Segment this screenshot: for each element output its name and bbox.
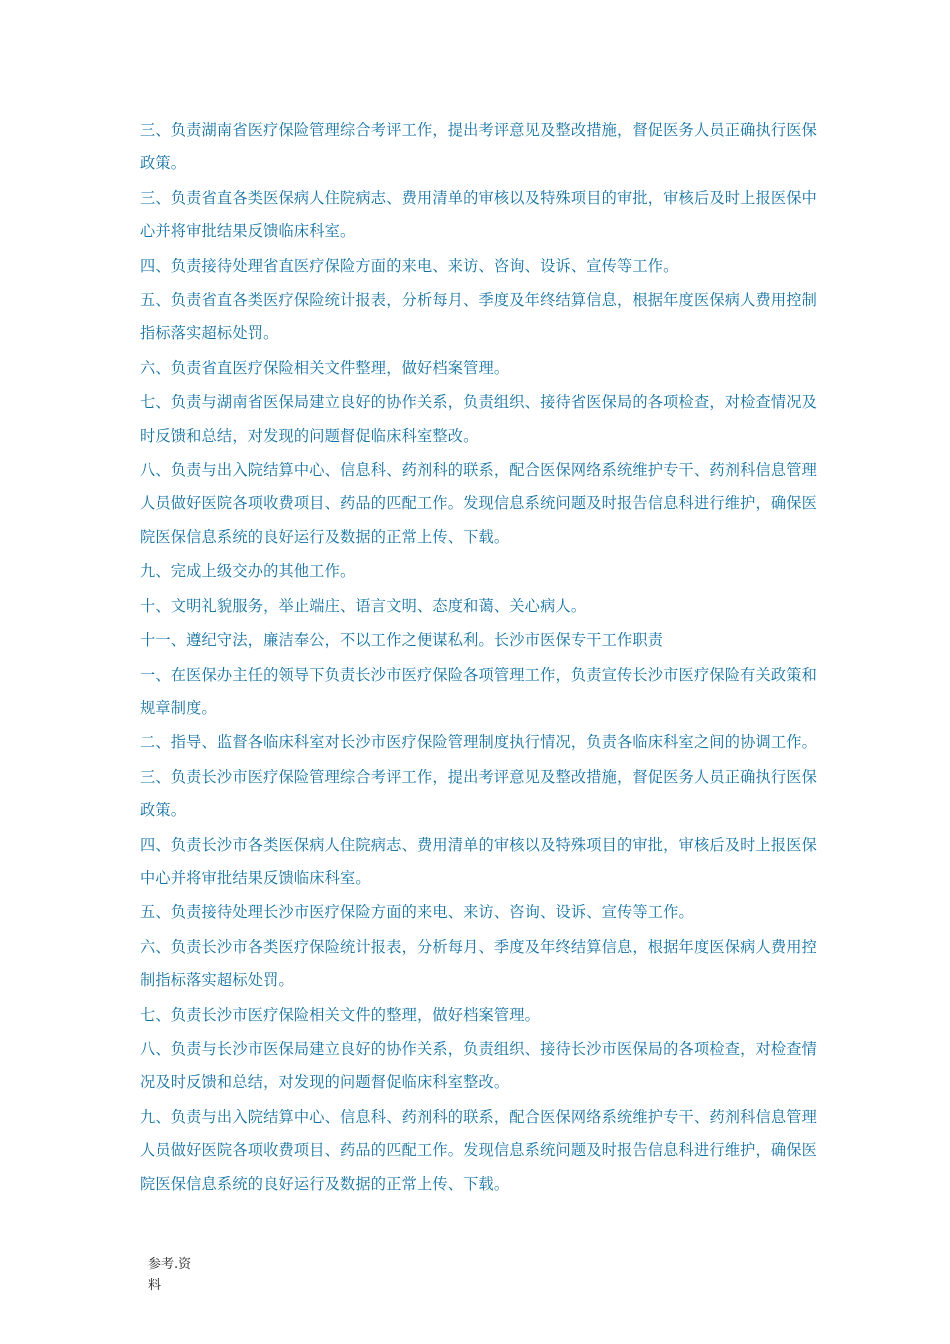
paragraph-9: 十、文明礼貌服务，举止端庄、语言文明、态度和蔼、关心病人。 (140, 596, 587, 615)
paragraph-15: 五、负责接待处理长沙市医疗保险方面的来电、来访、咨询、设诉、宣传等工作。 (140, 903, 694, 922)
paragraph-12: 二、指导、监督各临床科室对长沙市医疗保险管理制度执行情况，负责各临床科室之间的协调工作。 (140, 733, 818, 752)
paragraph-4: 五、负责省直各类医疗保险统计报表，分析每月、季度及年终结算信息，根据年度医保病人费用控制指标落实超标处罚。 (140, 291, 818, 343)
paragraph-16: 六、负责长沙市各类医疗保险统计报表，分析每月、季度及年终结算信息，根据年度医保病人费用控制指标落实超标处罚。 (140, 937, 818, 990)
paragraph-18: 八、负责与长沙市医保局建立良好的协作关系，负责组织、接待长沙市医保局的各项检查，对检查情况及时反馈和总结，对发现的问题督促临床科室整改。 (140, 1039, 818, 1092)
paragraph-2: 三、负责省直各类医保病人住院病志、费用清单的审核以及特殊项目的审批，审核后及时上报医保中心并将审批结果反馈临床科室。 (140, 188, 818, 241)
paragraph-13: 三、负责长沙市医疗保险管理综合考评工作，提出考评意见及整改措施，督促医务人员正确执行医保政策。 (140, 767, 818, 820)
paragraph-14: 四、负责长沙市各类医保病人住院病志、费用清单的审核以及特殊项目的审批，审核后及时上报医保中心并将审批结果反馈临床科室。 (140, 835, 818, 887)
page-footer (148, 1254, 228, 1296)
paragraph-6: 七、负责与湖南省医保局建立良好的协作关系，负责组织、接待省医保局的各项检查，对检查情况及时反馈和总结，对发现的问题督促临床科室整改。 (140, 393, 818, 445)
paragraph-5: 六、负责省直医疗保险相关文件整理，做好档案管理。 (140, 358, 510, 377)
footer-line-2: 料 (148, 1278, 162, 1293)
footer-line-1: 参考.资 (148, 1257, 192, 1272)
paragraph-1: 三、负责湖南省医疗保险管理综合考评工作，提出考评意见及整改措施，督促医务人员正确执行医保政策。 (140, 121, 818, 173)
paragraph-7: 八、负责与出入院结算中心、信息科、药剂科的联系，配合医保网络系统维护专干、药剂科信息管理人员做好医院各项收费项目、药品的匹配工作。发现信息系统问题及时报告信息科进行维护，确保医院医保信息系统的良好运行及数据的正常上传、下载。 (140, 461, 818, 546)
paragraph-11: 一、在医保办主任的领导下负责长沙市医疗保险各项管理工作，负责宣传长沙市医疗保险有关政策和规章制度。 (140, 665, 818, 717)
paragraph-19: 九、负责与出入院结算中心、信息科、药剂科的联系，配合医保网络系统维护专干、药剂科信息管理人员做好医院各项收费项目、药品的匹配工作。发现信息系统问题及时报告信息科进行维护，确保医院医保信息系统的良好运行及数据的正常上传、下载。 (140, 1107, 818, 1193)
paragraph-10: 十一、遵纪守法，廉洁奉公，不以工作之便谋私利。长沙市医保专干工作职责 (140, 631, 664, 650)
paragraph-17: 七、负责长沙市医疗保险相关文件的整理，做好档案管理。 (140, 1005, 541, 1024)
paragraph-3: 四、负责接待处理省直医疗保险方面的来电、来访、咨询、设诉、宣传等工作。 (140, 256, 679, 275)
document-body (140, 114, 830, 1202)
paragraph-8: 九、完成上级交办的其他工作。 (140, 562, 356, 581)
